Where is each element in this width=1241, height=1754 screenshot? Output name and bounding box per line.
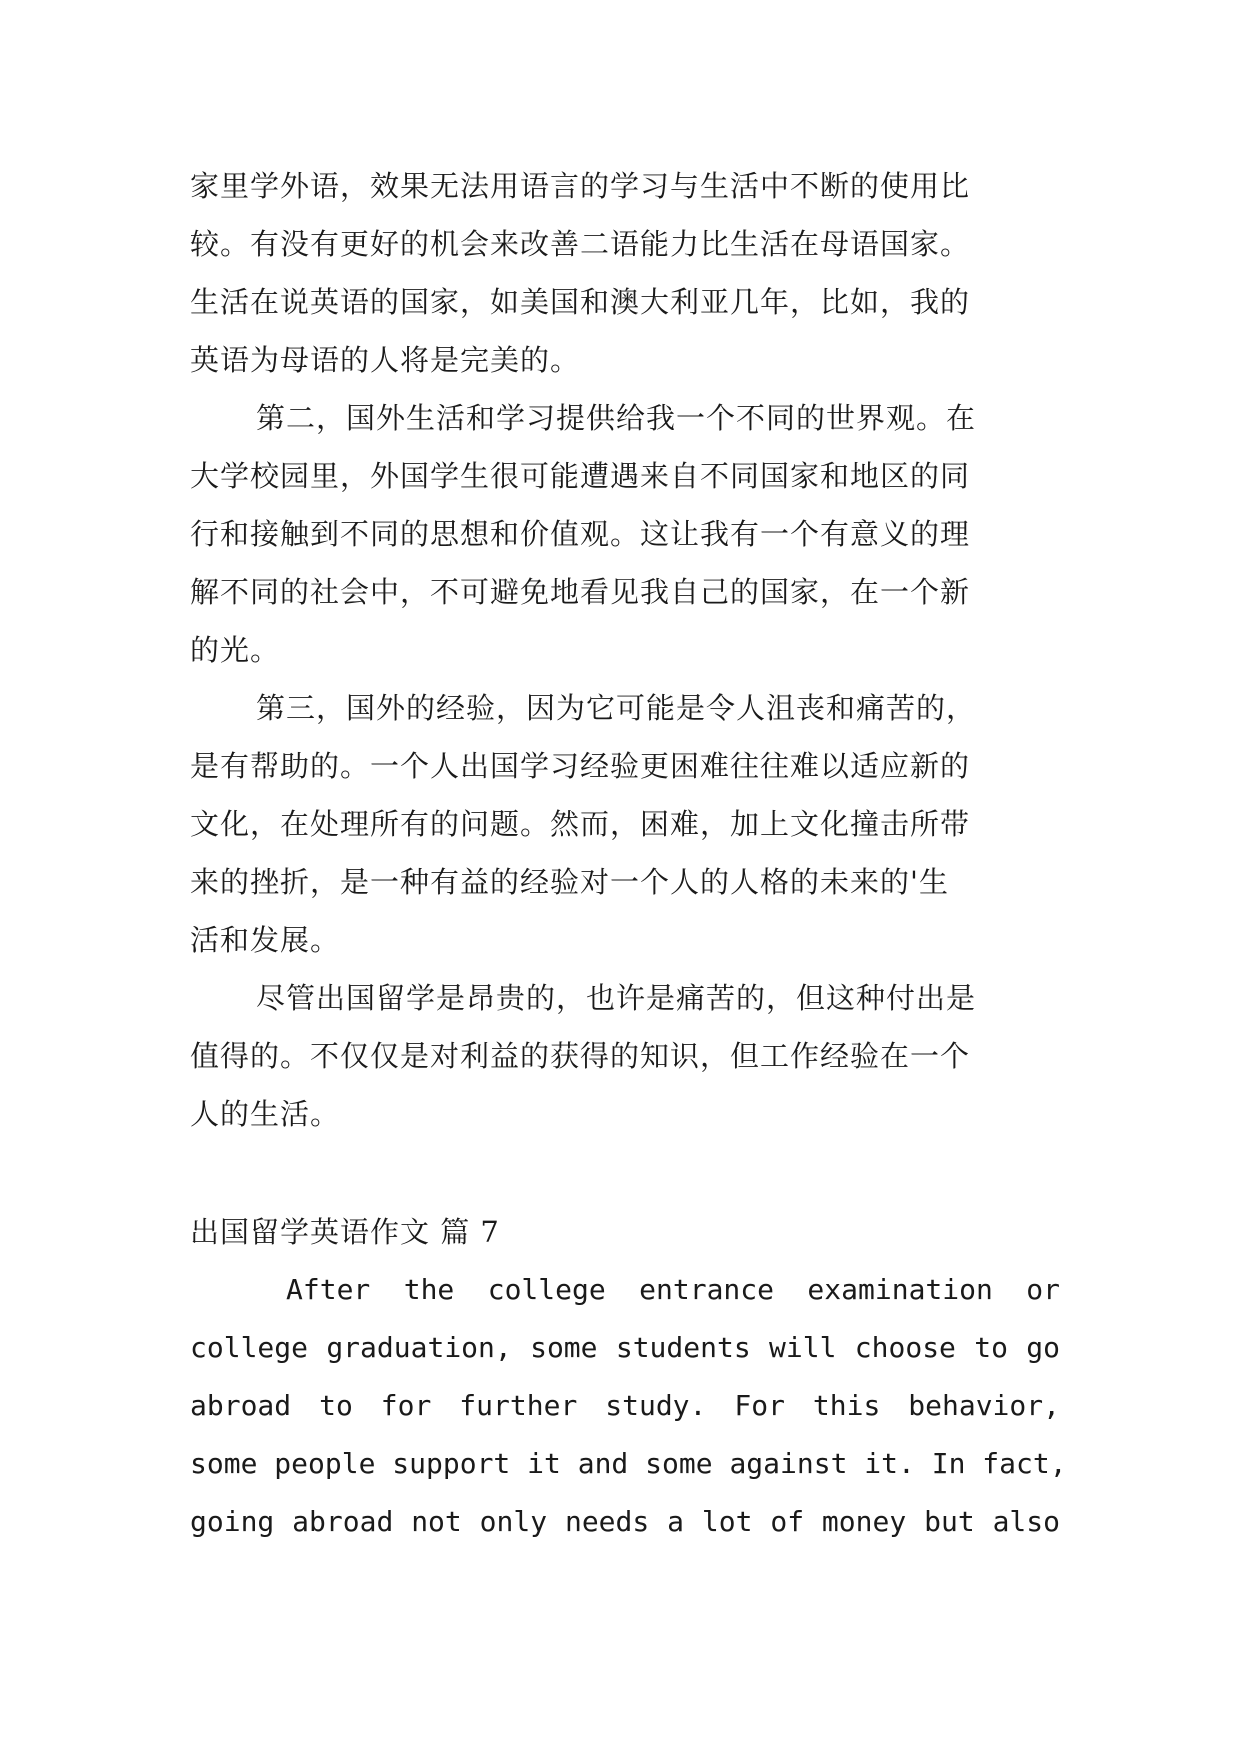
text-line: 第二，国外生活和学习提供给我一个不同的世界观。在 (256, 401, 977, 435)
text-line: college graduation, some students will choose to go (190, 1331, 1060, 1364)
text-line: 值得的。不仅仅是对利益的获得的知识，但工作经验在一个 (190, 1039, 971, 1073)
text-line: 生活在说英语的国家，如美国和澳大利亚几年，比如，我的 (190, 285, 971, 319)
english-paragraph (190, 1261, 1067, 1551)
section-gap (190, 1143, 1060, 1203)
text-line: After the college entrance examination or (286, 1273, 1060, 1306)
text-line: 人的生活。 (190, 1097, 341, 1131)
section-heading: 出国留学英语作文 篇 7 (190, 1215, 500, 1249)
text-line: 家里学外语，效果无法用语言的学习与生活中不断的使用比 (190, 169, 971, 203)
text-line: 活和发展。 (190, 923, 341, 957)
text-line: 解不同的社会中，不可避免地看见我自己的国家，在一个新 (190, 575, 971, 609)
text-line: 尽管出国留学是昂贵的，也许是痛苦的，但这种付出是 (256, 981, 977, 1015)
text-line: 行和接触到不同的思想和价值观。这让我有一个有意义的理 (190, 517, 971, 551)
text-line: 来的挫折，是一种有益的经验对一个人的人格的未来的'生 (190, 865, 949, 899)
text-line: going abroad not only needs a lot of money but also (190, 1505, 1060, 1538)
text-line: some people support it and some against it. In fact, (190, 1447, 1067, 1480)
text-line: abroad to for further study. For this behavior, (190, 1389, 1060, 1422)
text-line: 英语为母语的人将是完美的。 (190, 343, 581, 377)
paragraph-1 (190, 157, 1060, 389)
document-body (190, 157, 1067, 1551)
text-line: 第三，国外的经验，因为它可能是令人沮丧和痛苦的， (256, 691, 977, 725)
text-line: 较。有没有更好的机会来改善二语能力比生活在母语国家。 (190, 227, 971, 261)
text-line: 文化，在处理所有的问题。然而，困难，加上文化撞击所带 (190, 807, 971, 841)
text-line: 是有帮助的。一个人出国学习经验更困难往往难以适应新的 (190, 749, 971, 783)
paragraph-4 (190, 969, 1060, 1143)
paragraph-2 (190, 389, 1060, 679)
text-line: 的光。 (190, 633, 281, 667)
text-line: 大学校园里，外国学生很可能遭遇来自不同国家和地区的同 (190, 459, 971, 493)
paragraph-3 (190, 679, 1060, 969)
